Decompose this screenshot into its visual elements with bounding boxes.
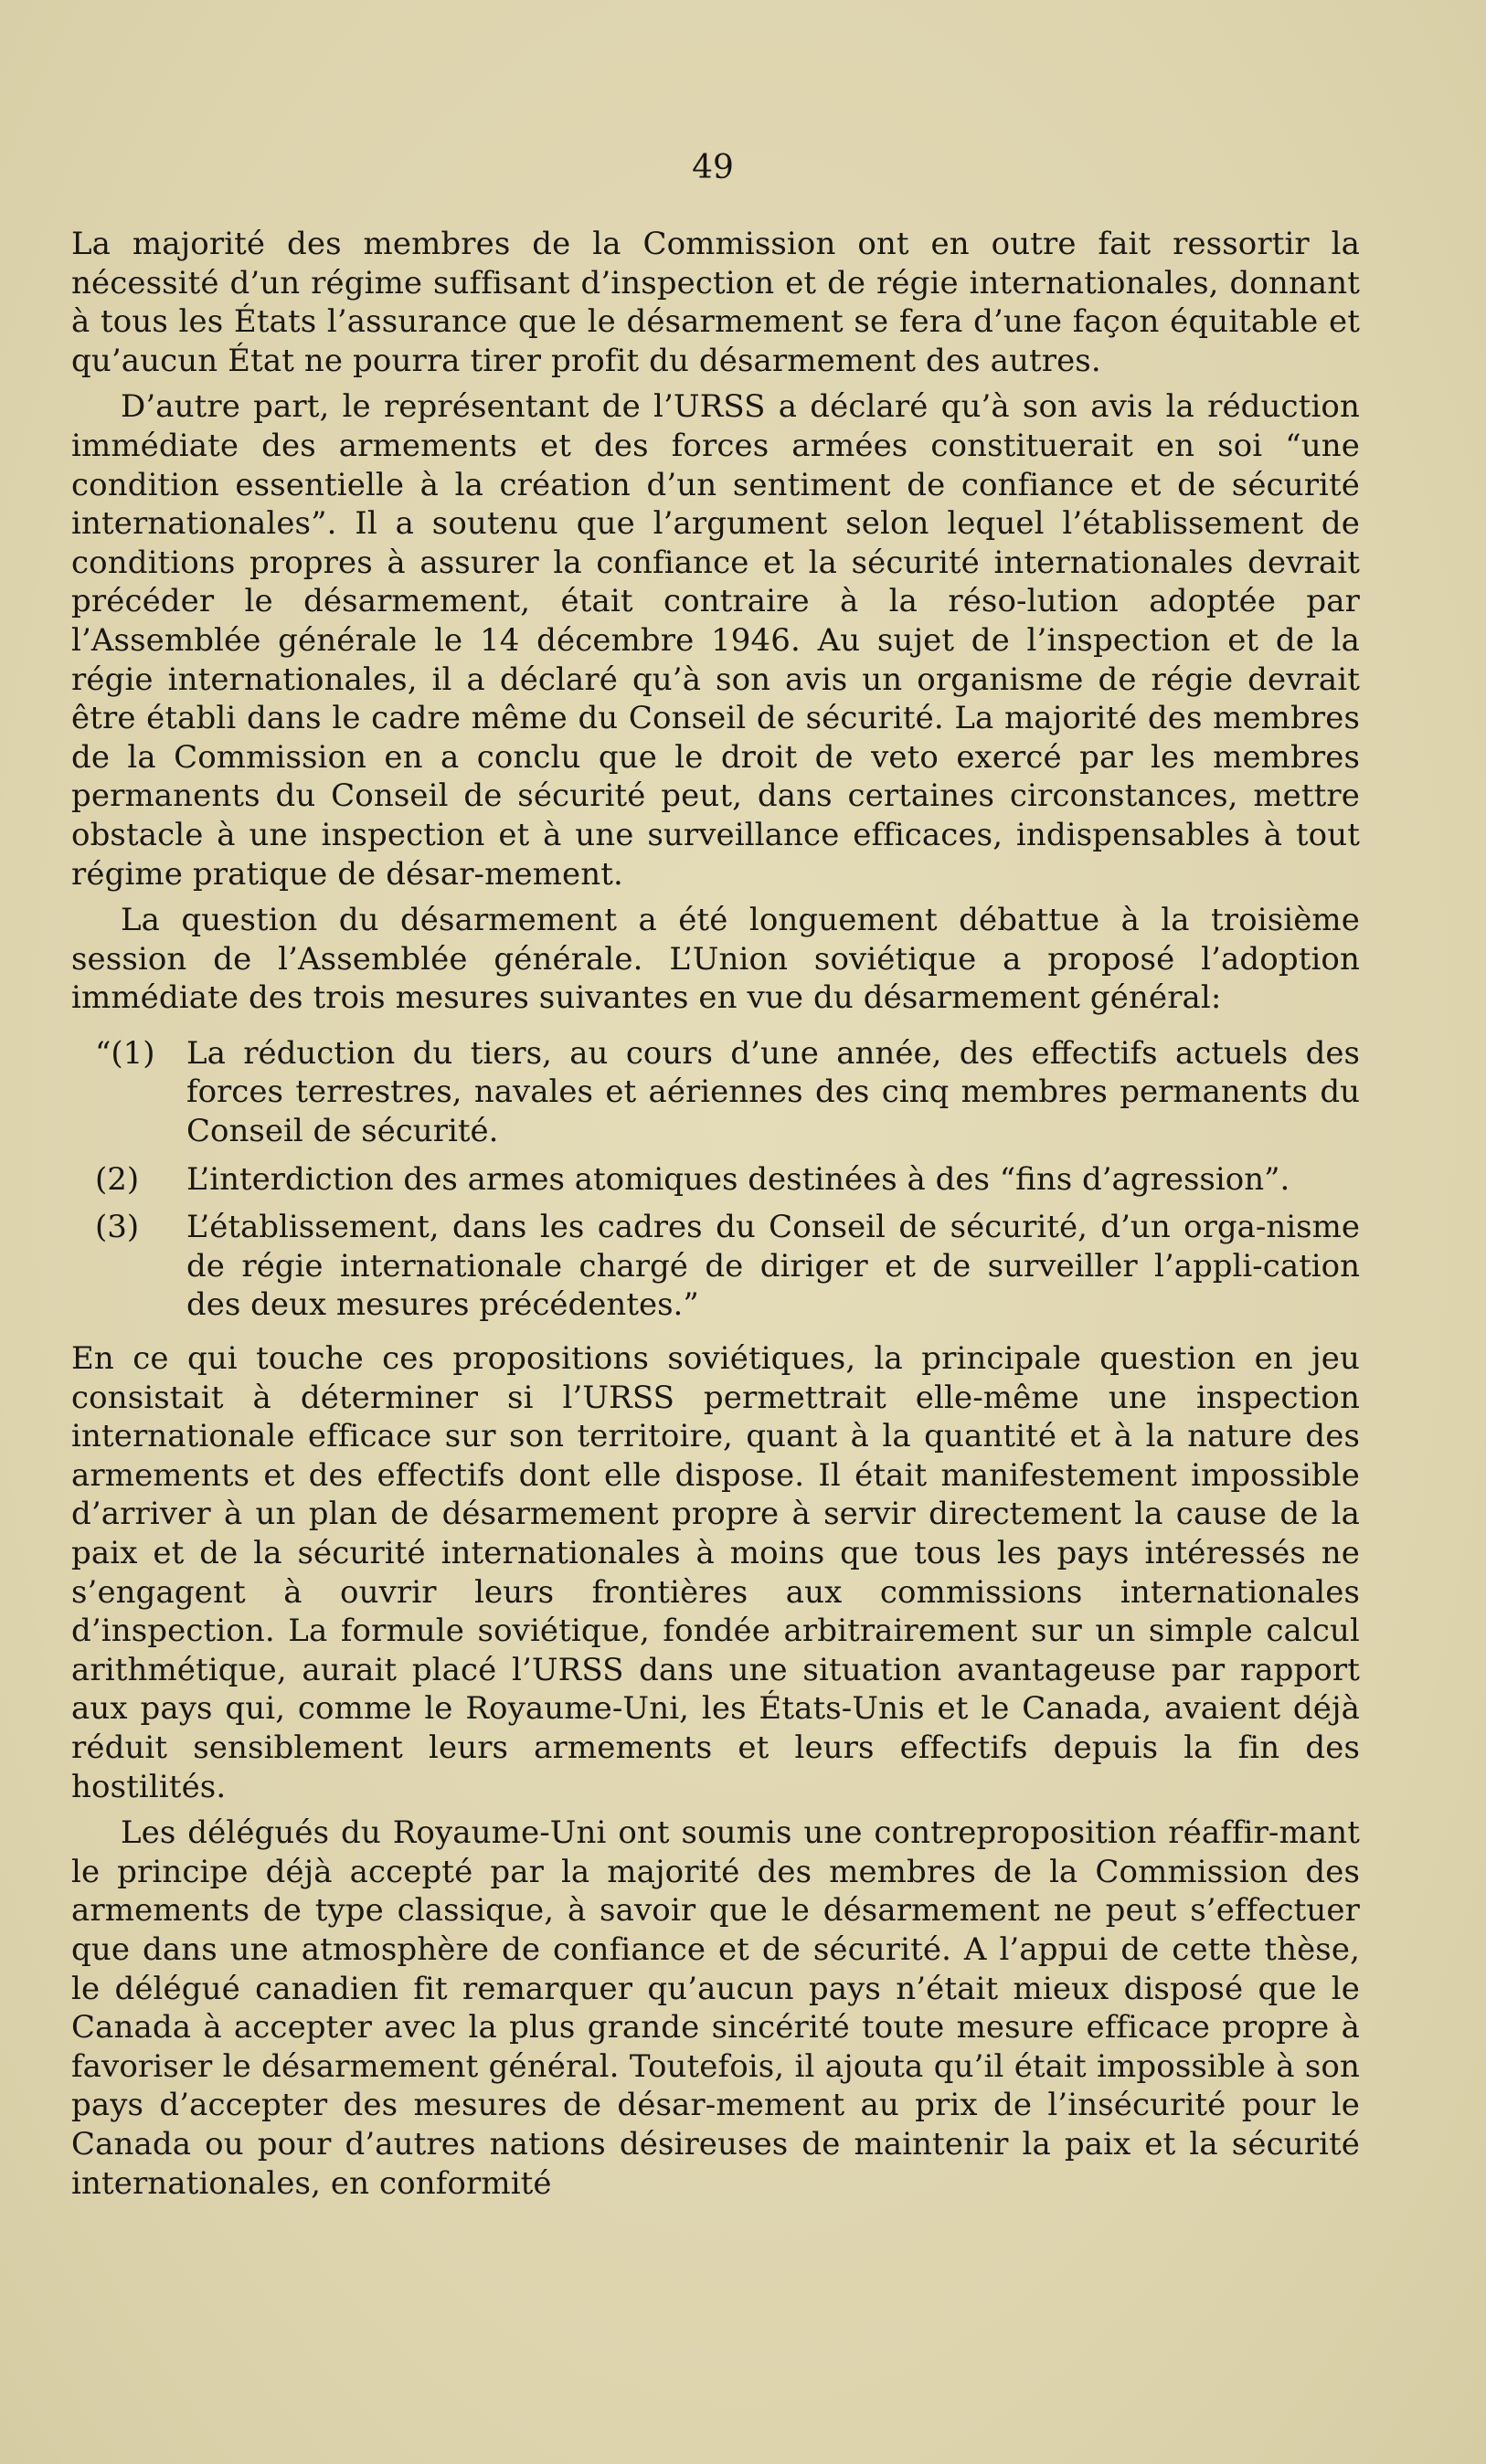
list-marker: “(1) xyxy=(95,1034,155,1072)
list-item-text: L’établissement, dans les cadres du Conseil de sécurité, d’un orga-nisme de régie internationale chargé de diriger et de surveiller l’appli-cation des deux mesures précédentes.” xyxy=(186,1209,1360,1324)
list-marker: (2) xyxy=(95,1160,140,1198)
list-item xyxy=(95,1160,1360,1200)
body-text xyxy=(71,225,1360,2203)
list-marker: (3) xyxy=(95,1209,140,1246)
paragraph-soviet-proposals-analysis: En ce qui touche ces propositions soviétiques, la principale question en jeu consistait à déterminer si l’URSS permettrait elle-même une inspection internationale efficace sur son territoire, quant à la quantité et à la nature des armements et des effectifs dont elle dispose. Il était manifestement impossible d’arriver à un plan de désarmement propre à servir directement la cause de la paix et de la sécurité internationales à moins que tous les pays intéressés ne s’engagent à ouvrir leurs frontières aux commissions internationales d’inspection. La formule soviétique, fondée arbitrairement sur un simple calcul arithmétique, aurait placé l’URSS dans une situation avantageuse par rapport aux pays qui, comme le Royaume-Uni, les États-Unis et le Canada, avaient déjà réduit sensiblement leurs armements et leurs effectifs depuis la fin des hostilités. xyxy=(71,1340,1360,1805)
soviet-proposals-list xyxy=(95,1034,1360,1325)
paragraph-uk-counterproposal: Les délégués du Royaume-Uni ont soumis une contreproposition réaffir-mant le principe déjà accepté par la majorité des membres de la Commission des armements de type classique, à savoir que le désarmement ne peut s’effectuer que dans une atmosphère de confiance et de sécurité. A l’appui de cette thèse, le délégué canadien fit remarquer qu’aucun pays n’était mieux disposé que le Canada à accepter avec la plus grande sincérité toute mesure efficace propre à favoriser le désarmement général. Toutefois, il ajouta qu’il était impossible à son pays d’accepter des mesures de désar-mement au prix de l’insécurité pour le Canada ou pour d’autres nations désireuses de maintenir la paix et la sécurité internationales, en conformité xyxy=(71,1814,1360,2202)
list-item xyxy=(95,1034,1360,1151)
paragraph-ussr-position: D’autre part, le représentant de l’URSS a déclaré qu’à son avis la réduction immédiate des armements et des forces armées constituerait en soi “une condition essentielle à la création d’un sentiment de confiance et de sécurité internationales”. Il a soutenu que l’argument selon lequel l’établissement de conditions propres à assurer la confiance et la sécurité internationales devrait précéder le désarmement, était contraire à la réso-lution adoptée par l’Assemblée générale le 14 décembre 1946. Au sujet de l’inspection et de la régie internationales, il a déclaré qu’à son avis un organisme de régie devrait être établi dans le cadre même du Conseil de sécurité. La majorité des membres de la Commission en a conclu que le droit de veto exercé par les membres permanents du Conseil de sécurité peut, dans certaines circonstances, mettre obstacle à une inspection et à une surveillance efficaces, indispensables à tout régime pratique de désar-mement. xyxy=(71,388,1360,893)
list-item-text: La réduction du tiers, au cours d’une année, des effectifs actuels des forces terrestres, navales et aériennes des cinq membres permanents du Conseil de sécurité. xyxy=(186,1034,1360,1150)
page-number: 49 xyxy=(692,149,734,186)
paragraph-commission-majority: La majorité des membres de la Commission ont en outre fait ressortir la nécessité d’un régime suffisant d’inspection et de régie internationales, donnant à tous les États l’assurance que le désarmement se fera d’une façon équitable et qu’aucun État ne pourra tirer profit du désarmement des autres. xyxy=(71,226,1360,379)
list-item-text: L’interdiction des armes atomiques destinées à des “fins d’agression”. xyxy=(186,1160,1290,1198)
paragraph-third-session: La question du désarmement a été longuement débattue à la troisième session de l’Assemblée générale. L’Union soviétique a proposé l’adoption immédiate des trois mesures suivantes en vue du désarmement général: xyxy=(71,902,1360,1017)
list-item xyxy=(95,1208,1360,1325)
